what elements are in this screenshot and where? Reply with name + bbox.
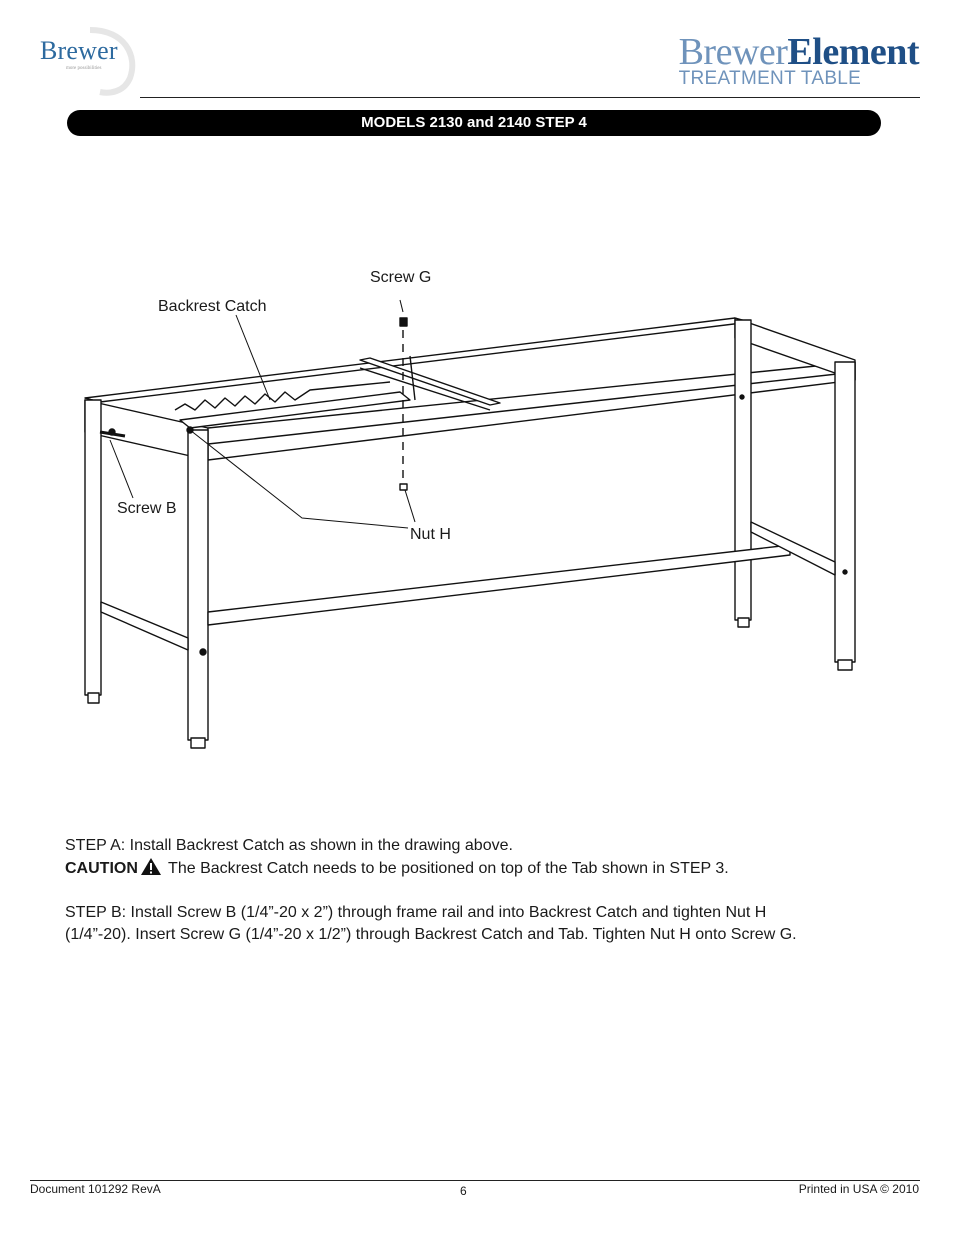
step-a-text: STEP A: Install Backrest Catch as shown in the drawing above. xyxy=(65,837,513,854)
printed-notice: Printed in USA © 2010 xyxy=(798,1182,919,1196)
table-frame-drawing xyxy=(70,260,870,760)
page-number: 6 xyxy=(460,1184,467,1198)
warning-triangle-icon xyxy=(140,857,162,876)
product-brand-bold: Element xyxy=(787,31,919,73)
step-b-line-2: (1/4”-20). Insert Screw G (1/4”-20 x 1/2”) through Backrest Catch and Tab. Tighten Nut H onto Screw G. xyxy=(65,926,797,943)
callout-backrest-catch: Backrest Catch xyxy=(158,298,267,315)
brewer-logo: Brewer xyxy=(40,36,118,65)
step-banner: MODELS 2130 and 2140 STEP 4 xyxy=(67,110,881,136)
instructions-block xyxy=(65,835,895,946)
product-logo xyxy=(679,30,919,90)
footer-divider xyxy=(30,1180,920,1181)
brewer-tagline: more possibilities xyxy=(66,66,102,71)
document-number: Document 101292 RevA xyxy=(30,1182,161,1196)
header-divider xyxy=(140,97,920,98)
product-brand-light: Brewer xyxy=(678,31,788,73)
callout-screw-b: Screw B xyxy=(117,500,177,517)
callout-screw-g: Screw G xyxy=(370,269,432,286)
product-subtitle: TREATMENT TABLE xyxy=(678,68,862,89)
callout-nut-h: Nut H xyxy=(410,526,451,543)
caution-text: The Backrest Catch needs to be positioned on top of the Tab shown in STEP 3. xyxy=(163,860,729,877)
caution-line xyxy=(65,857,895,880)
step-b-line-1: STEP B: Install Screw B (1/4”-20 x 2”) through frame rail and into Backrest Catch and tighten Nut H xyxy=(65,904,767,921)
caution-label: CAUTION xyxy=(65,860,138,877)
